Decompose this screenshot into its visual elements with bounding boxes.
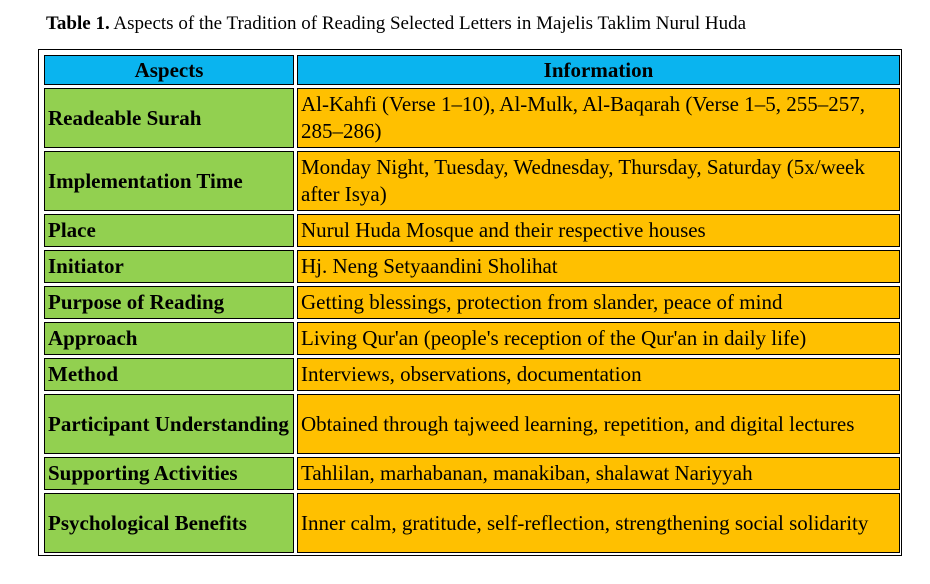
aspect-cell: Supporting Activities: [44, 457, 294, 490]
aspect-cell: Initiator: [44, 250, 294, 283]
info-cell: Living Qur'an (people's reception of the Qur'an in daily life): [297, 322, 900, 355]
info-cell: Tahlilan, marhabanan, manakiban, shalawat Nariyyah: [297, 457, 900, 490]
info-cell: Getting blessings, protection from slander, peace of mind: [297, 286, 900, 319]
table-row: [44, 250, 900, 283]
aspect-cell: Approach: [44, 322, 294, 355]
aspects-table: [41, 52, 903, 556]
table-row: [44, 322, 900, 355]
table-caption-label: Table 1.: [46, 13, 110, 34]
table-caption: [46, 13, 746, 35]
info-cell: Inner calm, gratitude, self-reflection, strengthening social solidarity: [297, 493, 900, 553]
aspect-cell: Readeable Surah: [44, 88, 294, 148]
table-row: [44, 151, 900, 211]
table-row: [44, 394, 900, 454]
table-header-row: [44, 55, 900, 85]
table-row: [44, 214, 900, 247]
table-row: [44, 457, 900, 490]
info-cell: Nurul Huda Mosque and their respective houses: [297, 214, 900, 247]
aspect-cell: Participant Understanding: [44, 394, 294, 454]
table-row: [44, 493, 900, 553]
aspect-cell: Implementation Time: [44, 151, 294, 211]
header-aspects: Aspects: [44, 55, 294, 85]
header-information: Information: [297, 55, 900, 85]
aspect-cell: Psychological Benefits: [44, 493, 294, 553]
table-caption-text: Aspects of the Tradition of Reading Selected Letters in Majelis Taklim Nurul Huda: [113, 13, 747, 34]
info-cell: Al-Kahfi (Verse 1–10), Al-Mulk, Al-Baqarah (Verse 1–5, 255–257, 285–286): [297, 88, 900, 148]
table-row: [44, 88, 900, 148]
table-row: [44, 286, 900, 319]
table-row: [44, 358, 900, 391]
aspect-cell: Purpose of Reading: [44, 286, 294, 319]
aspect-cell: Place: [44, 214, 294, 247]
info-cell: Interviews, observations, documentation: [297, 358, 900, 391]
aspect-cell: Method: [44, 358, 294, 391]
info-cell: Hj. Neng Setyaandini Sholihat: [297, 250, 900, 283]
info-cell: Obtained through tajweed learning, repetition, and digital lectures: [297, 394, 900, 454]
info-cell: Monday Night, Tuesday, Wednesday, Thursday, Saturday (5x/week after Isya): [297, 151, 900, 211]
